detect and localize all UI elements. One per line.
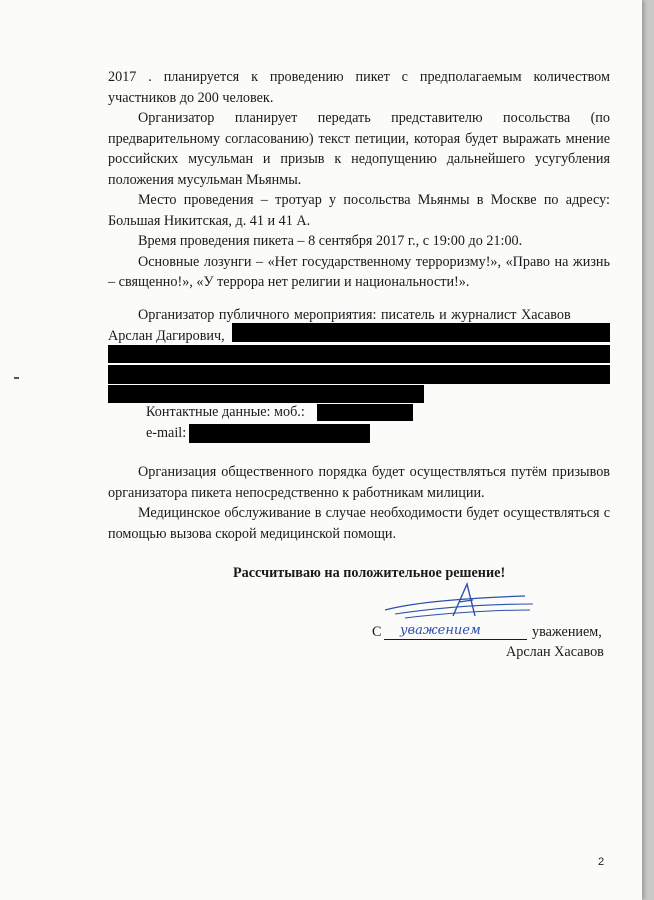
redaction-bar: [232, 323, 610, 342]
paragraph-time: Время проведения пикета – 8 сентября 2017 г., с 19:00 до 21:00.: [138, 233, 523, 249]
paragraph-petition: Организатор планирует передать представителю посольства (по предварительному согласованию) текст петиции, которая будет выражать мнение российских мусульман и призыв к недопущению дальнейшего усугубления положения мусульман Мьянмы.: [108, 110, 610, 188]
organizer-line-2: Арслан Дагирович,: [108, 327, 225, 344]
paragraph-location: Место проведения – тротуар у посольства Мьянмы в Москве по адресу: Большая Никитская, д. 41 и 41 А.: [108, 192, 610, 229]
redaction-phone: [317, 404, 413, 421]
redaction-email: [189, 424, 370, 443]
body-text-top: [108, 67, 610, 293]
body-text-bottom: [108, 462, 610, 544]
regards-suffix: уважением,: [532, 624, 602, 640]
paragraph-slogans: Основные лозунги – «Нет государственному терроризму!», «Право на жизнь – священно!», «У террора нет религии и национальности!».: [108, 253, 610, 290]
paragraph-participants: 2017 . планируется к проведению пикет с предполагаемым количеством участников до 200 человек.: [108, 69, 610, 106]
organizer-line-1: Организатор публичного мероприятия: писатель и журналист Хасавов: [138, 307, 571, 323]
redaction-bar: [108, 345, 610, 363]
contact-phone-label: Контактные данные: моб.:: [146, 404, 305, 420]
regards-prefix: С: [372, 624, 382, 640]
paragraph-medical: Медицинское обслуживание в случае необходимости будет осуществляться с помощью вызова скорой медицинской помощи.: [108, 505, 610, 542]
contact-email-label: e-mail:: [146, 425, 187, 441]
paragraph-public-order: Организация общественного порядка будет осуществляться путём призывов организатора пикета непосредственно к работникам милиции.: [108, 464, 610, 501]
redaction-bar: [108, 365, 610, 384]
closing-line: Рассчитываю на положительное решение!: [233, 565, 506, 581]
scan-speck: [14, 377, 19, 379]
signer-name: Арслан Хасавов: [506, 644, 604, 660]
redaction-bar: [108, 385, 424, 403]
handwritten-regards: [396, 614, 496, 644]
svg-text:уважением: уважением: [400, 623, 481, 638]
page-number: 2: [598, 856, 605, 868]
